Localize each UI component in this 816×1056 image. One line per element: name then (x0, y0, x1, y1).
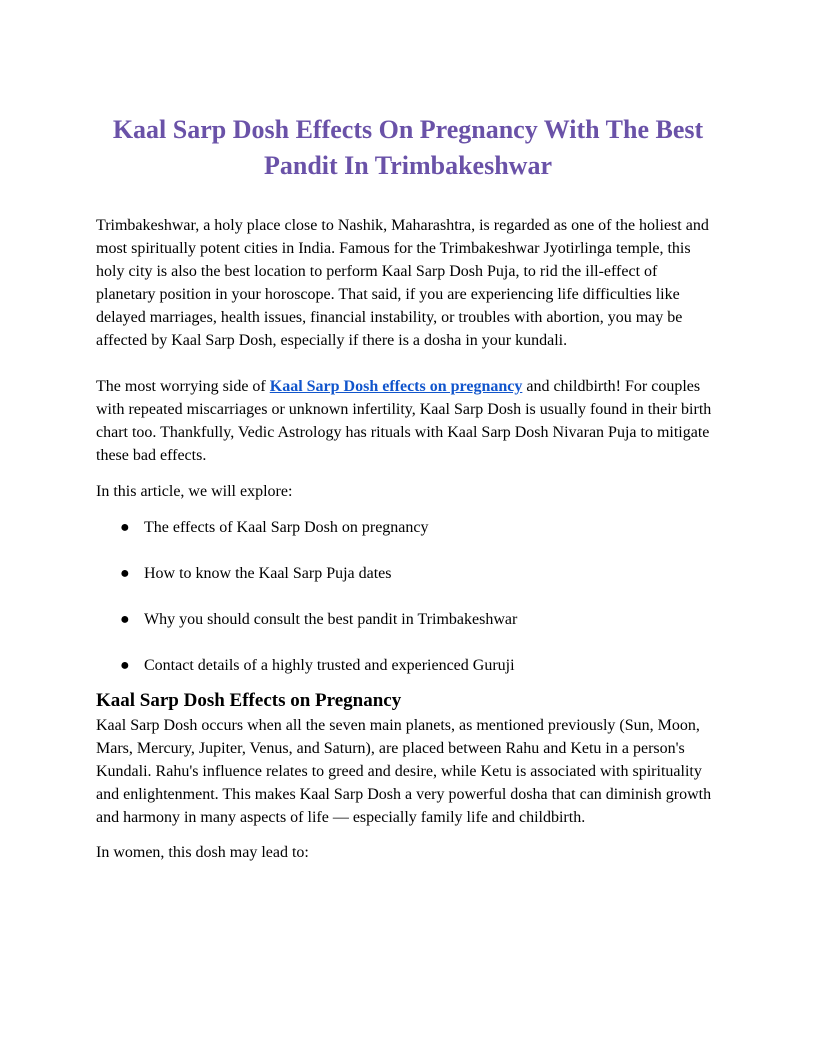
bullet-icon: ● (120, 657, 130, 674)
section-paragraph: Kaal Sarp Dosh occurs when all the seven main planets, as mentioned previously (Sun, Moon, Mars, Mercury, Jupiter, Venus, and Saturn), are placed between Rahu and Ketu in a person's Kundali. Rahu's influence relates to greed and desire, while Ketu is associated with spirituality and enlightenment. This makes Kaal Sarp Dosh a very powerful dosha that can diminish growth and harmony in many aspects of life — especially family life and childbirth. (96, 717, 712, 826)
list-item (96, 516, 720, 539)
bullet-icon: ● (120, 565, 130, 582)
topic-list (96, 516, 720, 677)
pregnancy-effects-link[interactable]: Kaal Sarp Dosh effects on pregnancy (269, 378, 523, 395)
closing-line: In women, this dosh may lead to: (96, 844, 309, 861)
document-title: Kaal Sarp Dosh Effects On Pregnancy With The Best Pandit In Trimbakeshwar (112, 115, 704, 180)
section-heading: Kaal Sarp Dosh Effects on Pregnancy (96, 690, 402, 711)
list-item (96, 608, 720, 631)
list-item (96, 562, 720, 585)
list-item-text: The effects of Kaal Sarp Dosh on pregnancy (144, 519, 429, 536)
bullet-icon: ● (120, 611, 130, 628)
second-paragraph-rest: and childbirth! For couples with repeated miscarriages or unknown infertility, Kaal Sarp Dosh is usually found in their birth chart too. Thankfully, Vedic Astrology has rituals with Kaal Sarp Dosh Nivaran Puja to mitigate these bad effects. (96, 378, 712, 464)
bullet-icon: ● (120, 519, 130, 536)
list-item (96, 654, 720, 677)
document-page (96, 112, 720, 864)
list-item-text: Contact details of a highly trusted and experienced Guruji (144, 657, 515, 674)
second-paragraph-lead: The most worrying side of (96, 378, 270, 395)
list-item-text: How to know the Kaal Sarp Puja dates (144, 565, 392, 582)
list-item-text: Why you should consult the best pandit in Trimbakeshwar (144, 611, 518, 628)
explore-intro: In this article, we will explore: (96, 483, 293, 500)
intro-paragraph: Trimbakeshwar, a holy place close to Nashik, Maharashtra, is regarded as one of the holiest and most spiritually potent cities in India. Famous for the Trimbakeshwar Jyotirlinga temple, this holy city is also the best location to perform Kaal Sarp Dosh Puja, to rid the ill-effect of planetary position in your horoscope. That said, if you are experiencing life difficulties like delayed marriages, health issues, financial instability, or troubles with abortion, you may be affected by Kaal Sarp Dosh, especially if there is a dosha in your kundali. (96, 217, 709, 349)
second-paragraph (96, 375, 720, 467)
